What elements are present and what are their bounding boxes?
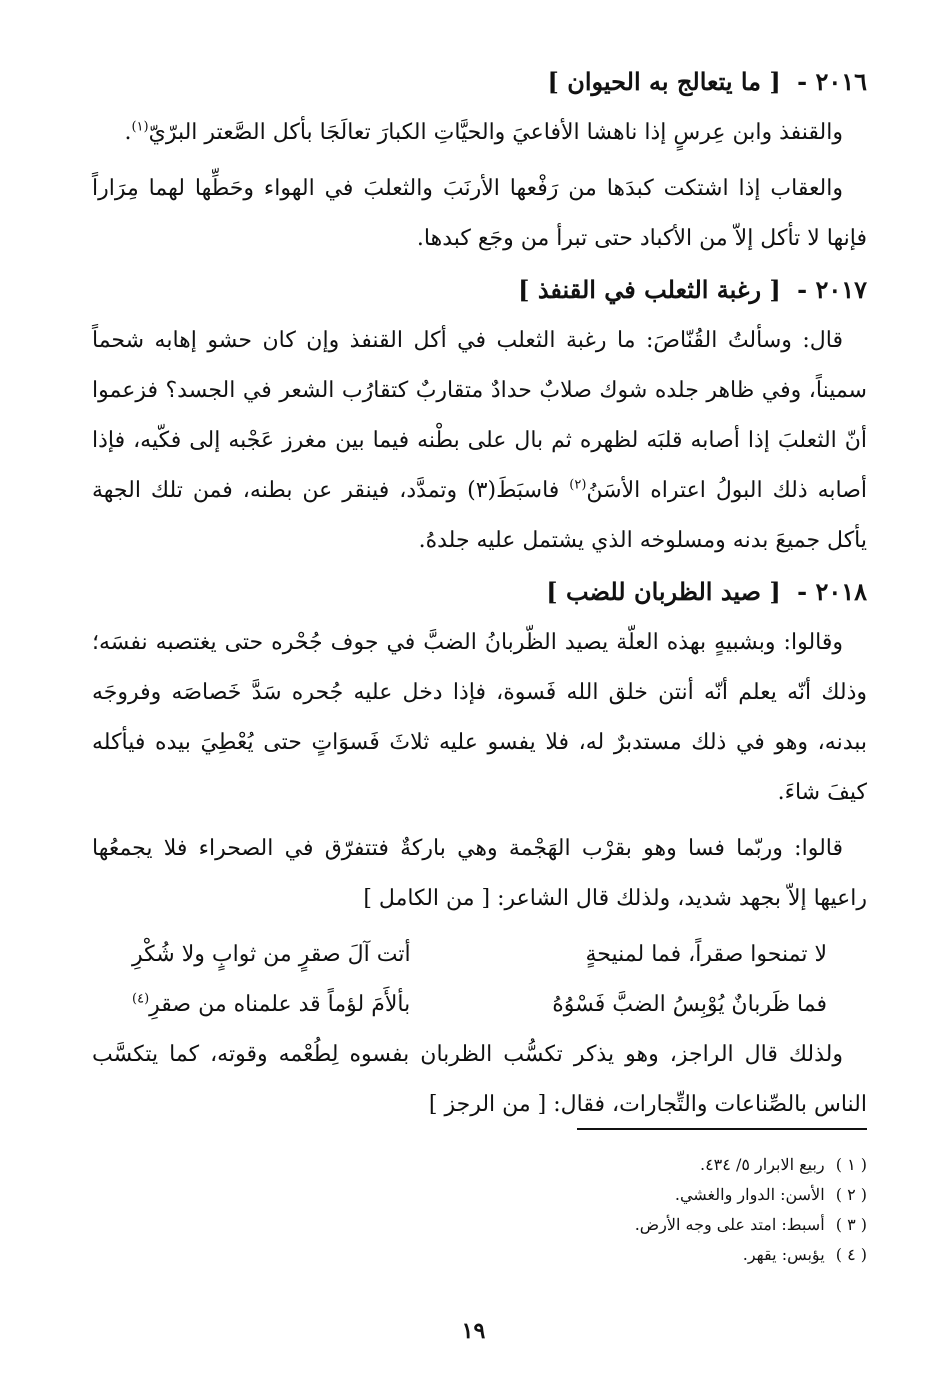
paragraph-text: قالوا: وربّما فسا وهو بقرْب الهَجْمة وهي باركةٌ فتتفرّق في الصحراء فلا يجمعُها راعيها إلاّ بجهد شديد، ولذلك قال الشاعر: [ من الكامل ] [92, 836, 867, 911]
footnote-text: ربيع الابرار ٥/ ٤٣٤. [699, 1155, 825, 1174]
verse-second-hemistich: أتت آلَ صقرٍ من ثوابٍ ولا شُكْرِ [132, 942, 411, 967]
footnote-text: الأسن: الدوار والغشي. [674, 1185, 825, 1204]
section-number: ٢٠١٨ - [797, 577, 867, 606]
paragraph-text: والعقاب إذا اشتكت كبدَها من رَفْعها الأرنَبَ والثعلبَ في الهواء وحَطِّها لهما مِرَاراً فإنها لا تأكل إلاّ من الأكباد حتى تبرأ من وجَع كبدها. [92, 176, 867, 251]
footnote-mark: ( ٤ ) [835, 1245, 867, 1264]
footnotes [92, 1150, 867, 1270]
footnote-ref[interactable]: (٤) [132, 991, 150, 1007]
paragraph-text: قال: وسألتُ القُنّاصَ: ما رغبة الثعلب في أكل القنفذ وإن كان حشو إهابه شحماً سميناً، وفي ظاهر جلده شوك صلابٌ حدادٌ متقاربٌ كتقارُب الشعر في الجسد؟ فزعموا أنّ الثعلبَ إذا أصابه قلبَه لظهره ثم بال على بطْنه فيما بين مغرز عَجْبه إلى فكّيه، فإذا أصابه ذلك البولُ اعتراه الأسَنُ [92, 328, 867, 503]
paragraph [92, 316, 867, 566]
verse-second-hemistich [132, 980, 452, 1030]
verse-second-text: بألأَمَ لؤماً قد علمناه من صقرِ [149, 992, 411, 1017]
poem-verse [92, 980, 867, 1030]
footnote-text: يؤبس: يقهر. [742, 1245, 825, 1264]
paragraph-text: والقنفذ وابن عِرسٍ إذا ناهشا الأفاعيَ والحيَّاتِ الكبارَ تعالَجَا بأكل الصَّعتر البرّيّ [148, 120, 843, 145]
paragraph [92, 618, 867, 818]
paragraph [92, 164, 867, 264]
footnote-ref[interactable]: (١) [131, 119, 149, 135]
section-title: [ رغبة الثعلب في القنفذ ] [518, 275, 781, 304]
footnote-mark: ( ١ ) [835, 1155, 867, 1174]
section-heading [92, 270, 867, 310]
verse-first-hemistich: لا تمنحوا صقراً، فما لمنيحةٍ [585, 942, 827, 967]
section-number: ٢٠١٦ - [797, 67, 867, 96]
footnote-item [92, 1180, 867, 1210]
paragraph-text: ولذلك قال الراجز، وهو يذكر تكسُّب الظربان بفسوه لِطُعْمه وقوته، كما يتكسَّب الناس بالصِّناعات والتِّجارات، فقال: [ من الرجز ] [92, 1042, 867, 1117]
paragraph-text: وقالوا: وبشبيهٍ بهذه العلّة يصيد الظّربانُ الضبَّ في جوف جُحْره حتى يغتصبه نفسَه؛ وذلك أنّه يعلم أنّه أنتن خلق الله فَسوة، فإذا دخل عليه جُحره سَدَّ خَصاصَه وفروجَه ببدنه، وهو في ذلك مستدبرٌ له، فلا يفسو عليه ثلاثَ فَسوَاتٍ حتى يُعْطِيَ بيده فيأكله كيفَ شاءَ. [92, 630, 867, 805]
verse-first-hemistich: فما ظَربانٌ يُوْبِسُ الضبَّ فَسْوُهُ [552, 992, 827, 1017]
page-body [92, 62, 867, 1136]
footnote-item [92, 1150, 867, 1180]
poem-verse [92, 930, 867, 980]
page-number: ١٩ [461, 1318, 486, 1344]
section-number: ٢٠١٧ - [797, 275, 867, 304]
footnote-text: أسبط: امتد على وجه الأرض. [634, 1215, 825, 1234]
footnote-item [92, 1210, 867, 1240]
footnote-divider [577, 1128, 867, 1130]
paragraph [92, 824, 867, 924]
footnote-ref[interactable]: (٢) [569, 477, 587, 493]
section-heading [92, 62, 867, 102]
section-title: [ ما يتعالج به الحيوان ] [547, 67, 781, 96]
paragraph [92, 1030, 867, 1130]
footnote-item [92, 1240, 867, 1270]
paragraph [92, 108, 867, 158]
section-heading [92, 572, 867, 612]
paragraph-tail: . [124, 120, 132, 145]
footnote-mark: ( ٢ ) [835, 1185, 867, 1204]
footnote-mark: ( ٣ ) [835, 1215, 867, 1234]
paragraph-tail: فاسبَطَ(٣) وتمدَّد، فينقر عن بطنه، فمن تلك الجهة يأكل جميعَ بدنه ومسلوخه الذي يشتمل عليه جلدهُ. [92, 478, 867, 553]
section-title: [ صيد الظربان للضب ] [546, 577, 781, 606]
